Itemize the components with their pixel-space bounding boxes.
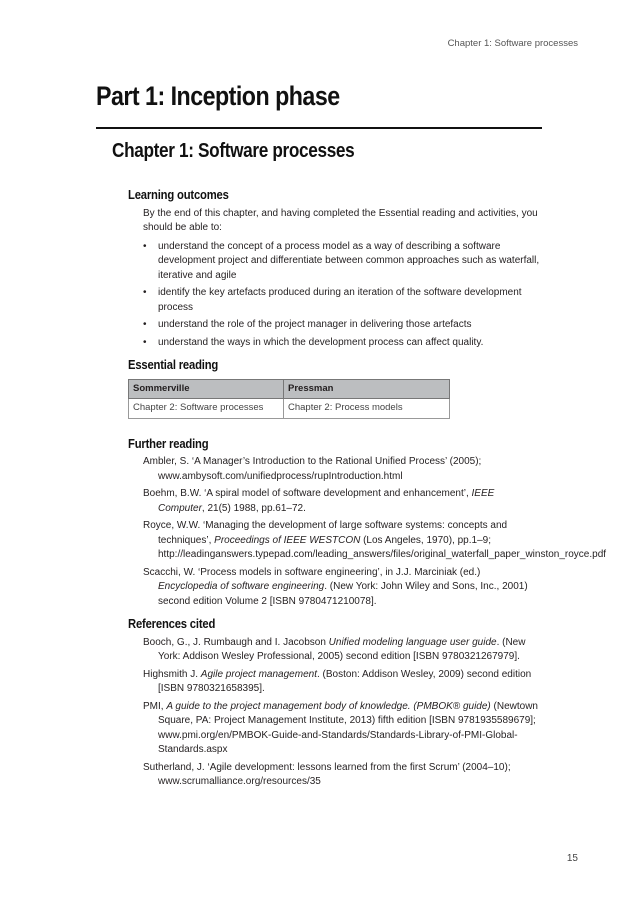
chapter-content — [128, 188, 607, 798]
table-header-cell: Sommerville — [129, 379, 284, 399]
reference-item: PMI, A guide to the project management body of knowledge. (PMBOK® guide) (Newtown Square, PA: Project Management Institute, 2013) fifth edition [ISBN 9781935589679]; www.pmi.org/en/PMBOK-Guide-and-Standards/Standards-Library-of-PMI-Global-Standards.aspx — [143, 700, 538, 755]
references-cited-list — [143, 636, 542, 790]
essential-reading-table — [128, 379, 450, 419]
further-reading-list — [143, 455, 607, 609]
learning-outcome-item: • understand the concept of a process model as a way of describing a software development project and differentiate between common approaches such as waterfall, iterative and agile — [143, 240, 542, 284]
reference-item: Ambler, S. ‘A Manager’s Introduction to the Rational Unified Process’ (2005); www.ambysoft.com/unifiedprocess/rupIntroduction.html — [143, 456, 482, 482]
reference-item: Boehm, B.W. ‘A spiral model of software development and enhancement’, IEEE Computer, 21(5) 1988, pp.61–72. — [143, 488, 495, 514]
learning-outcomes-heading: Learning outcomes — [128, 188, 229, 202]
further-reading-heading: Further reading — [128, 436, 209, 451]
learning-outcomes-list — [143, 240, 542, 351]
part-title: Part 1: Inception phase — [96, 81, 340, 111]
table-cell: Chapter 2: Software processes — [129, 399, 284, 419]
part-rule — [96, 127, 542, 129]
running-header: Chapter 1: Software processes — [447, 38, 578, 49]
table-header-cell: Pressman — [284, 379, 450, 399]
learning-outcome-item: • identify the key artefacts produced during an iteration of the software development process — [143, 286, 542, 315]
page-number: 15 — [566, 853, 578, 864]
reference-item: Royce, W.W. ‘Managing the development of large software systems: concepts and techniques’, Proceedings of IEEE WESTCON (Los Angeles, 1970), pp.1–9; http://leadinganswers.typepad.com/leading_answers/files/original_waterfall_paper_winston_royce.pdf — [143, 520, 607, 560]
reference-item: Scacchi, W. ‘Process models in software engineering’, in J.J. Marciniak (ed.) Encyclopedia of software engineering. (New York: John Wiley and Sons, Inc., 2001) second edition Volume 2 [ISBN 9780471210078]. — [143, 566, 528, 607]
learning-outcome-item: • understand the ways in which the development process can affect quality. — [143, 336, 542, 351]
learning-outcomes-intro: By the end of this chapter, and having completed the Essential reading and activities, you should be able to: — [143, 207, 538, 233]
reference-item: Highsmith J. Agile project management. (Boston: Addison Wesley, 2009) second edition [ISBN 9780321658395]. — [143, 668, 532, 694]
chapter-title: Chapter 1: Software processes — [112, 140, 355, 162]
table-row — [129, 399, 450, 419]
references-cited-heading: References cited — [128, 617, 216, 631]
learning-outcome-item: • understand the role of the project manager in delivering those artefacts — [143, 318, 542, 333]
table-cell: Chapter 2: Process models — [284, 399, 450, 419]
reference-item: Booch, G., J. Rumbaugh and I. Jacobson Unified modeling language user guide. (New York: Addison Wesley Professional, 2005) second edition [ISBN 9780321267979]. — [143, 636, 526, 662]
reference-item: Sutherland, J. ‘Agile development: lessons learned from the first Scrum’ (2004–10); www.scrumalliance.org/resources/35 — [143, 761, 511, 787]
essential-reading-heading: Essential reading — [128, 358, 219, 372]
